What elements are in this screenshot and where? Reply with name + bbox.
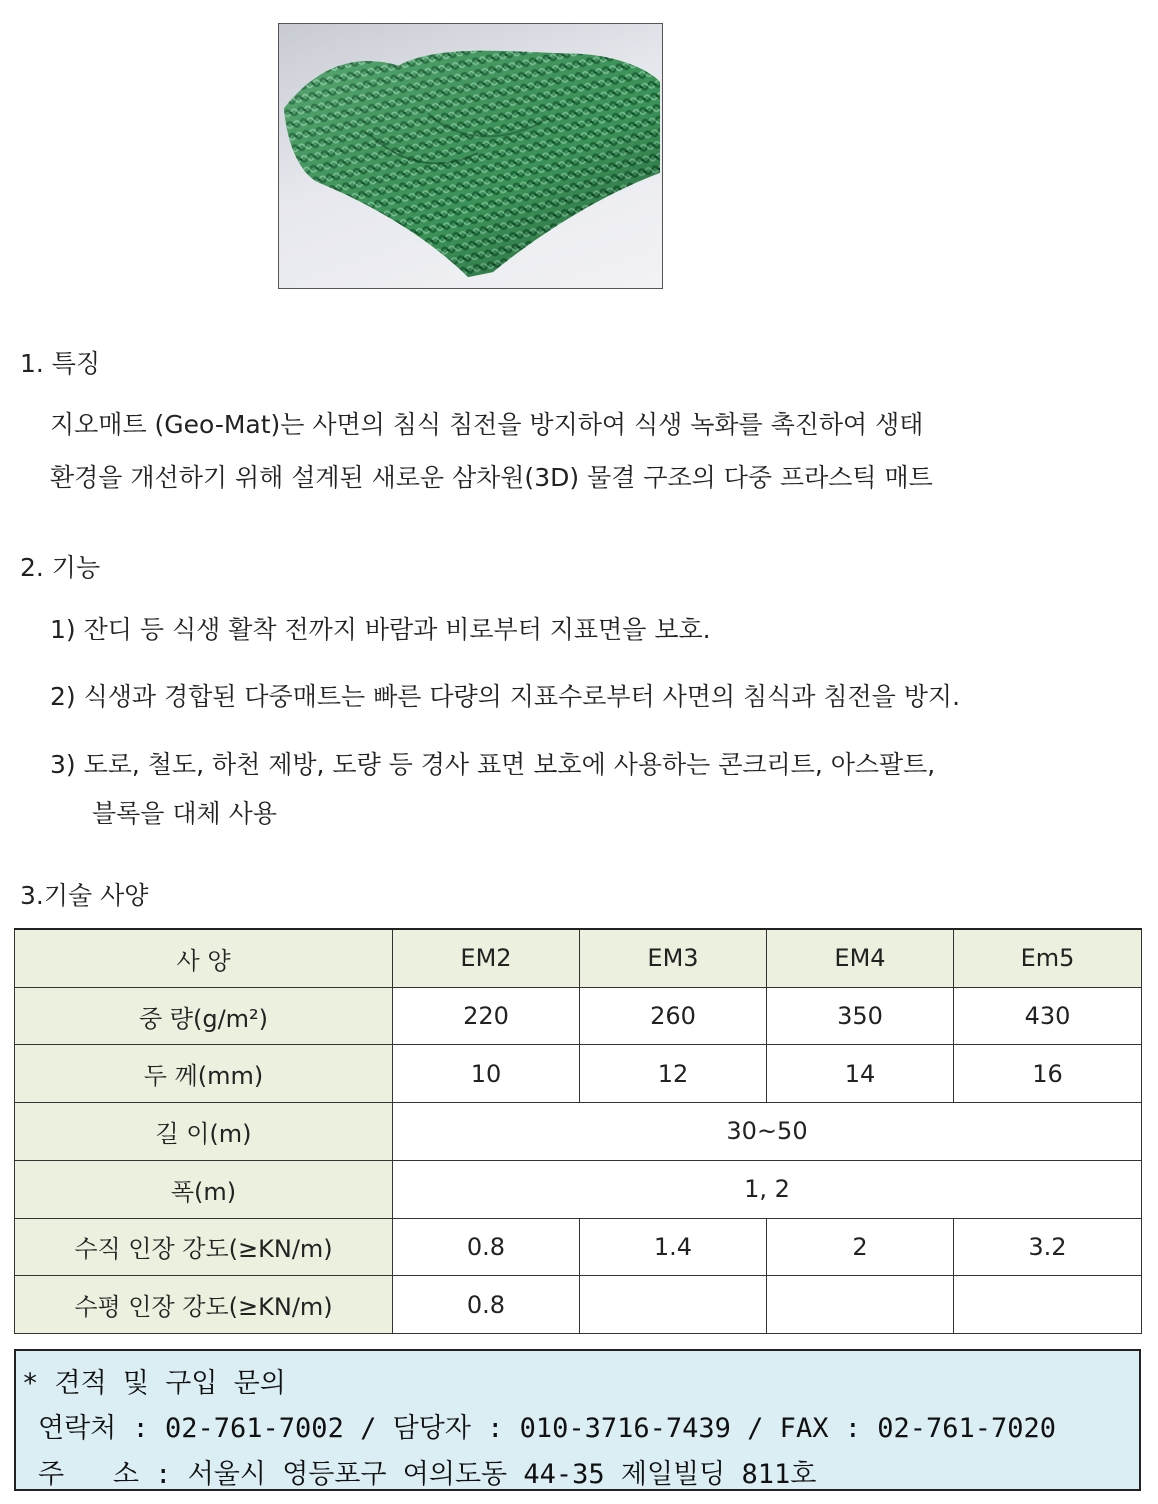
spec-row-label: 두 께(mm) <box>15 1045 393 1103</box>
spec-cell: 14 <box>767 1045 954 1103</box>
spec-cell: 1.4 <box>580 1218 767 1276</box>
geomat-illustration <box>279 24 662 288</box>
spec-header-em3: EM3 <box>580 929 767 987</box>
spec-row-label: 수직 인장 강도(≥KN/m) <box>15 1218 393 1276</box>
spec-cell-merged: 1, 2 <box>393 1160 1142 1218</box>
geomat-product-photo <box>278 23 663 289</box>
spec-row-horizontal-strength <box>15 1276 1142 1334</box>
spec-header-label: 사 양 <box>15 929 393 987</box>
spec-row-length <box>15 1103 1142 1161</box>
spec-cell: 16 <box>954 1045 1142 1103</box>
spec-cell: 10 <box>393 1045 580 1103</box>
spec-row-width <box>15 1160 1142 1218</box>
spec-cell: 0.8 <box>393 1276 580 1334</box>
spec-row-label: 수평 인장 강도(≥KN/m) <box>15 1276 393 1334</box>
function-item-2: 2) 식생과 경합된 다중매트는 빠른 다량의 지표수로부터 사면의 침식과 침전을 방지. <box>50 682 961 711</box>
contact-phone-line: 연락처 : 02-761-7002 / 담당자 : 010-3716-7439 / FAX : 02-761-7020 <box>38 1413 1057 1444</box>
spec-cell <box>580 1276 767 1334</box>
spec-row-weight <box>15 987 1142 1045</box>
spec-cell: 12 <box>580 1045 767 1103</box>
features-text-line-2: 환경을 개선하기 위해 설계된 새로운 삼차원(3D) 물결 구조의 다중 프라스틱 매트 <box>50 463 933 492</box>
spec-cell: 2 <box>767 1218 954 1276</box>
spec-cell: 260 <box>580 987 767 1045</box>
section-features-heading: 1. 특징 <box>20 349 101 378</box>
spec-cell: 3.2 <box>954 1218 1142 1276</box>
section-functions-heading: 2. 기능 <box>20 553 101 582</box>
spec-row-label: 길 이(m) <box>15 1103 393 1161</box>
function-item-3: 3) 도로, 철도, 하천 제방, 도량 등 경사 표면 보호에 사용하는 콘크리트, 아스팔트, <box>50 750 936 779</box>
contact-title: * 견적 및 구입 문의 <box>22 1368 286 1399</box>
function-item-1: 1) 잔디 등 식생 활착 전까지 바람과 비로부터 지표면을 보호. <box>50 615 711 644</box>
contact-info-box <box>14 1349 1141 1491</box>
function-item-3-continued: 블록을 대체 사용 <box>92 799 277 828</box>
spec-cell: 430 <box>954 987 1142 1045</box>
spec-cell: 350 <box>767 987 954 1045</box>
spec-cell-merged: 30~50 <box>393 1103 1142 1161</box>
spec-header-row <box>15 929 1142 987</box>
spec-cell: 220 <box>393 987 580 1045</box>
spec-cell: 0.8 <box>393 1218 580 1276</box>
spec-row-vertical-strength <box>15 1218 1142 1276</box>
spec-header-em4: EM4 <box>767 929 954 987</box>
features-text-line-1: 지오매트 (Geo-Mat)는 사면의 침식 침전을 방지하여 식생 녹화를 촉진하여 생태 <box>50 410 924 439</box>
spec-header-em5: Em5 <box>954 929 1142 987</box>
spec-row-label: 중 량(g/m²) <box>15 987 393 1045</box>
spec-row-thickness <box>15 1045 1142 1103</box>
contact-address-line: 주 소 : 서울시 영등포구 여의도동 44-35 제일빌딩 811호 <box>38 1459 817 1490</box>
spec-header-em2: EM2 <box>393 929 580 987</box>
spec-table <box>14 928 1142 1334</box>
section-spec-heading: 3.기술 사양 <box>20 881 149 910</box>
spec-cell <box>767 1276 954 1334</box>
spec-row-label: 폭(m) <box>15 1160 393 1218</box>
spec-cell <box>954 1276 1142 1334</box>
